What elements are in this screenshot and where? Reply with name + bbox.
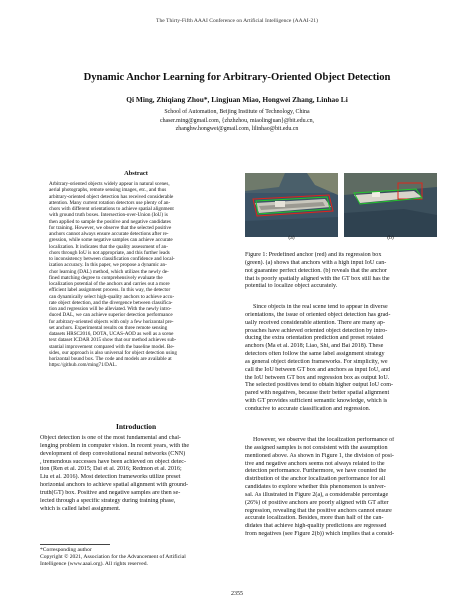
body-text-line: proaches have achieved oriented object detection by intro- [245, 327, 388, 334]
abstract-line: localization potential of the anchors and carries out a more [49, 281, 170, 287]
email-line: zhanghw.hongwei@gmail.com, lilinhao@bit.edu.cn [175, 126, 299, 133]
abstract-line: Arbitrary-oriented objects widely appear in natural scenes, [49, 181, 170, 187]
affiliation-block [0, 108, 474, 134]
abstract-line: tion and regression will be alleviated. With the newly intro- [49, 306, 172, 312]
abstract-line: then applied to sample the positive and negative candidates [49, 218, 171, 225]
body-text-line: detectors often follow the same label assignment strategy [245, 351, 385, 358]
page-number: 2355 [231, 591, 243, 597]
abstract-line: chor learning (DAL) method, which utilizes the newly de- [49, 268, 169, 275]
right-column-paragraph-1 [245, 304, 437, 414]
figure-1 [245, 173, 437, 241]
body-text-line: ually received considerable attention. There are many ap- [245, 319, 385, 326]
body-text-line: The selected positives tend to obtain higher output IoU com- [245, 382, 394, 389]
body-text-line: sal. As illustrated in Figure 2(a), a considerable percentage [245, 491, 389, 498]
caption-line: Figure 1: Predefined anchor (red) and its regression box [245, 252, 382, 258]
paper-title: Dynamic Anchor Learning for Arbitrary-Oriented Object Detection [83, 72, 391, 83]
abstract-line: stantial improvement compared with the baseline model. Be- [49, 343, 175, 350]
email-line: chaser.ming@gmail.com, {zhzhzhou, miaolingjuan}@bit.edu.cn, [159, 117, 315, 124]
body-text-line: conducive to accurate classification and regression. [245, 405, 371, 412]
abstract-line: text dataset ICDAR 2015 show that our method achieves sub- [49, 337, 177, 344]
figure-1b-label: (b) [387, 235, 394, 241]
introduction-line: Object detection is one of the most fundamental and chal- [40, 435, 181, 441]
introduction-line: horizontal anchors to achieve spatial alignment with ground- [40, 482, 189, 489]
abstract-line: gression, while some negative samples can achieve accurate [49, 237, 173, 244]
introduction-line: development of deep convolutional neural networks (CNN) [40, 450, 186, 457]
copyright-line: Intelligence (www.aaai.org). All rights reserved. [40, 561, 148, 568]
body-text-line: call the IoU between GT box and anchors as input IoU, and [245, 366, 391, 373]
abstract-line: duced DAL, we can achieve superior detection performance [49, 312, 173, 319]
right-column-paragraph-2 [245, 437, 437, 539]
abstract-body [49, 181, 224, 369]
caption-line: potential to localize object accurately. [245, 283, 338, 290]
body-text-line: from negatives (see Figure 2(b)) which implies that a consid- [245, 531, 395, 538]
figure-1-caption [245, 252, 437, 291]
abstract-line: horizontal bound box. The code and models are available at [49, 356, 172, 362]
body-text-line: (26%) of positive anchors are poorly aligned with GT after [245, 499, 389, 506]
footnotes [40, 547, 232, 569]
introduction-line: truth(GT) box. Positive and negative samples are then se- [40, 489, 181, 496]
body-text-line: the assigned samples is not consistent with the assumption [245, 444, 388, 451]
abstract-line: localization. It indicates that the quality assessment of an- [49, 243, 168, 250]
abstract-line: can dynamically select high-quality anchors to achieve accu- [49, 293, 175, 300]
figure-1a-label: (a) [288, 235, 295, 241]
body-text-line: mentioned above. As shown in Figure 1, the division of posi- [245, 452, 394, 459]
body-text-line: detection performance. Furthermore, we have counted the [245, 468, 387, 475]
abstract-line: arbitrary-oriented object detection has received considerable [49, 193, 174, 200]
body-text-line: anchors (Ma et al. 2018; Liao, Shi, and Bai 2018). These [245, 343, 384, 350]
introduction-body [40, 435, 232, 513]
introduction-line: lected through a specific strategy during training phase, [40, 497, 176, 504]
abstract-line: for arbitrary-oriented objects with only a few horizontal pre- [49, 318, 174, 325]
body-text-line: tive and negative anchors seems not always related to the [245, 460, 385, 467]
abstract-line: datasets HRSC2016, DOTA, UCAS-AOD as well as a scene [49, 331, 174, 337]
copyright-line: Copyright © 2021, Association for the Advancement of Artificial [40, 554, 186, 561]
body-text-line: the IoU between GT box and regression box as output IoU. [245, 374, 390, 381]
abstract-line: anchors cannot always ensure accurate detections after re- [49, 231, 169, 237]
introduction-line: lenging problem in computer vision. In recent years, with the [40, 442, 190, 449]
abstract-line: chors through IoU is not appropriate, and this further leads [49, 249, 170, 256]
footnote-divider [40, 544, 110, 545]
abstract-line: attention. Many current rotation detectors use plenty of an- [49, 199, 171, 206]
author-list: Qi Ming, Zhiqiang Zhou*, Lingjuan Miao, Hongwei Zhang, Linhao Li [126, 95, 348, 104]
body-text-line: candidates to explore whether this phenomenon is univer- [245, 484, 386, 491]
conference-header: The Thirty-Fifth AAAI Conference on Artificial Intelligence (AAAI-21) [156, 18, 318, 24]
caption-line: that is poorly spatially aligned with the GT box still has the [245, 275, 390, 282]
abstract-line: set anchors. Experimental results on three remote sensing [49, 324, 168, 331]
abstract-line: https://github.com/ming71/DAL. [49, 362, 117, 369]
body-text-line: didates that achieve high-quality predictions are regressed [245, 523, 387, 530]
body-text-line: with GT provides sufficient semantic knowledge, which is [245, 398, 388, 405]
abstract-line: ization accuracy. In this paper, we propose a dynamic an- [49, 262, 167, 269]
abstract-line: for training. However, we observe that the selected positive [49, 224, 172, 231]
body-text-line: orientations, the issue of oriented object detection has grad- [245, 311, 391, 318]
affiliation-line: School of Automation, Beijing Institute of Technology, China [164, 109, 310, 115]
abstract-line: efficient label assignment process. In this way, the detector [49, 287, 171, 294]
body-text-line: However, we observe that the localization performance of [253, 437, 395, 443]
figure-1a-image [245, 173, 338, 237]
abstract-line: chors with different orientations to achieve spatial alignment [49, 206, 174, 212]
abstract-line: sides, our approach is also universal for object detection using [49, 349, 177, 356]
abstract-line: aerial photographs, remote sensing images, etc., and thus [49, 187, 167, 194]
abstract-line: rate object detection, and the divergence between classifica- [49, 299, 173, 306]
introduction-line: which is called label assignment. [40, 505, 121, 512]
caption-line: not guarantee perfect detection. (b) reveals that the anchor [245, 267, 387, 274]
body-text-line: regression, revealing that the positive anchors cannot ensure [245, 507, 392, 514]
introduction-heading: Introduction [115, 422, 157, 431]
introduction-line: Liu et al. 2016). Most detection frameworks utilize preset [40, 474, 181, 481]
body-text-line: pared with negatives, because their better spatial alignment [245, 390, 390, 397]
figure-1b-image [344, 173, 437, 237]
body-text-line: ducing the extra orientation prediction and preset rotated [245, 335, 384, 342]
caption-line: (green). (a) shows that anchors with a high input IoU can- [245, 259, 387, 266]
body-text-line: distribution of the anchor localization performance for all [245, 476, 386, 483]
abstract-heading: Abstract [124, 170, 148, 177]
body-text-line: accurate localization. Besides, more than half of the can- [245, 515, 384, 522]
abstract-line: fined matching degree to comprehensively evaluate the [49, 274, 163, 281]
abstract-line: with ground truth boxes. Intersection-over-Union (IoU) is [49, 212, 168, 219]
body-text-line: Since objects in the real scene tend to appear in diverse [253, 304, 388, 310]
introduction-line: tion (Ren et al. 2015; Dai et al. 2016; Redmon et al. 2016; [40, 466, 182, 473]
introduction-line: , tremendous successes have been achieved on object detec- [40, 458, 187, 465]
body-text-line: as general object detection frameworks. For simplicity, we [245, 358, 388, 365]
corresponding-author-note: *Corresponding author [40, 547, 92, 553]
abstract-line: to inconsistency between classification confidence and local- [49, 256, 175, 262]
